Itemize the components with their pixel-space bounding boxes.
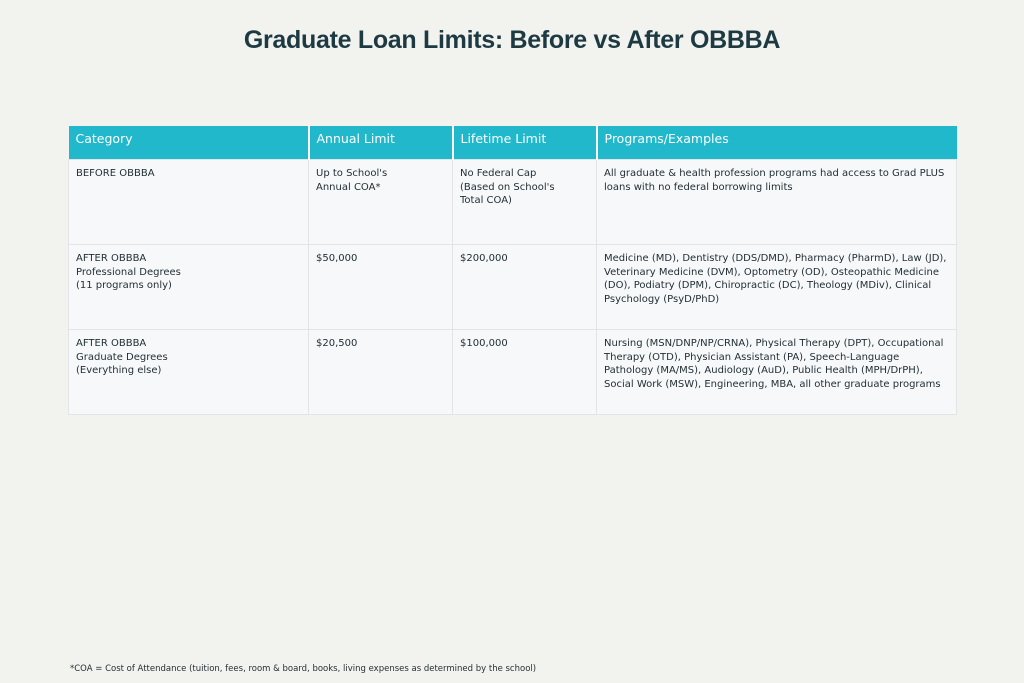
header-programs-examples: Programs/Examples (597, 126, 957, 160)
cell-category: AFTER OBBBA Professional Degrees (11 programs only) (69, 245, 309, 330)
table-row (69, 245, 957, 330)
cell-lifetime-limit: $100,000 (453, 330, 597, 415)
chart-title: Graduate Loan Limits: Before vs After OBBBA (243, 26, 781, 54)
cell-category: BEFORE OBBBA (69, 160, 309, 245)
cell-programs: Nursing (MSN/DNP/NP/CRNA), Physical Therapy (DPT), Occupational Therapy (OTD), Physician Assistant (PA), Speech-Language Pathology (MA/MS), Audiology (AuD), Public Health (MPH/DrPH), Social Work (MSW), Engineering, MBA, all other graduate programs (597, 330, 957, 415)
cell-lifetime-limit: $200,000 (453, 245, 597, 330)
header-category: Category (69, 126, 309, 160)
footnote: *COA = Cost of Attendance (tuition, fees, room & board, books, living expenses as determined by the school) (70, 664, 537, 674)
loan-limits-table (68, 126, 957, 415)
cell-annual-limit: $20,500 (309, 330, 453, 415)
cell-annual-limit: $50,000 (309, 245, 453, 330)
header-annual-limit: Annual Limit (309, 126, 453, 160)
header-lifetime-limit: Lifetime Limit (453, 126, 597, 160)
cell-programs: All graduate & health profession programs had access to Grad PLUS loans with no federal borrowing limits (597, 160, 957, 245)
cell-annual-limit: Up to School's Annual COA* (309, 160, 453, 245)
cell-category: AFTER OBBBA Graduate Degrees (Everything else) (69, 330, 309, 415)
table-row (69, 330, 957, 415)
table-row (69, 160, 957, 245)
cell-programs: Medicine (MD), Dentistry (DDS/DMD), Pharmacy (PharmD), Law (JD), Veterinary Medicine (DVM), Optometry (OD), Osteopathic Medicine (DO), Podiatry (DPM), Chiropractic (DC), Theology (MDiv), Clinical Psychology (PsyD/PhD) (597, 245, 957, 330)
table-header-row (69, 126, 957, 160)
cell-lifetime-limit: No Federal Cap (Based on School's Total COA) (453, 160, 597, 245)
